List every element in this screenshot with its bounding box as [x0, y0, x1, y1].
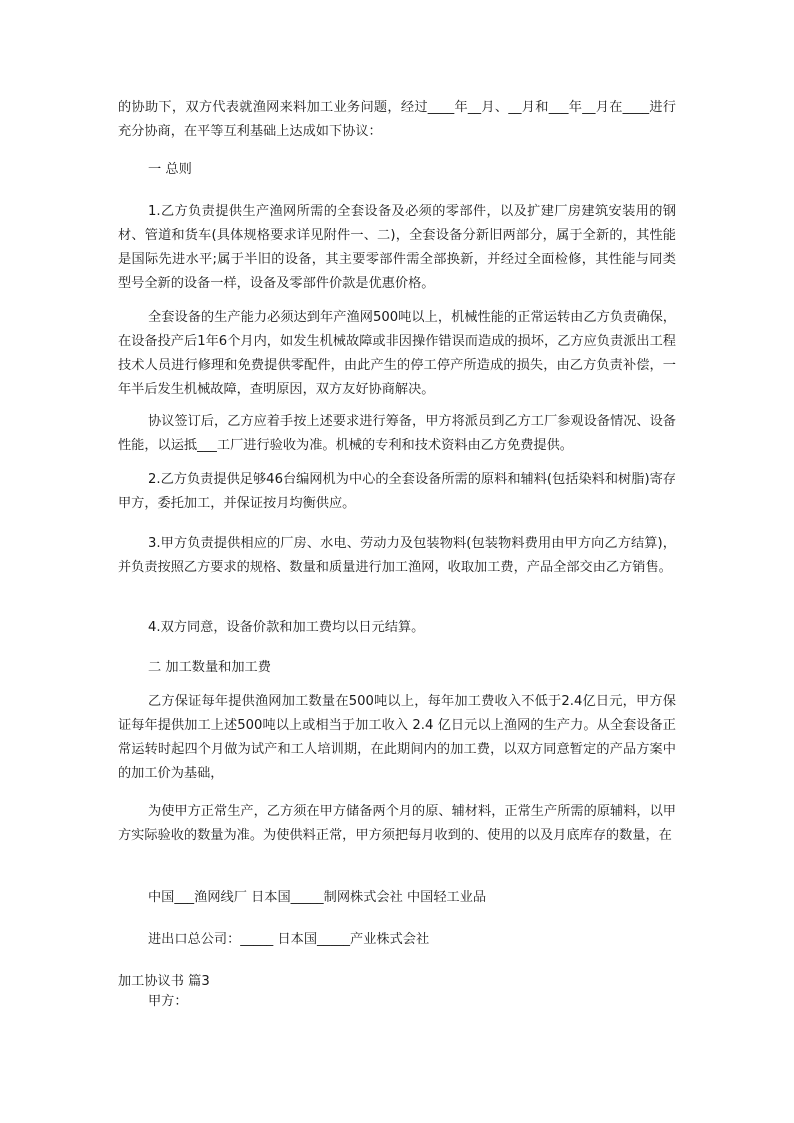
intro-paragraph: 的协助下，双方代表就渔网来料加工业务问题，经过____年__月、__月和___年__月在____进行充分协商，在平等互利基础上达成如下协议：: [118, 100, 676, 139]
capacity-paragraph: 全套设备的生产能力必须达到年产渔网500吨以上，机械性能的正常运转由乙方负责确保，在设备投产后1年6个月内，如发生机械故障或非因操作错误而造成的损坏，乙方应负责派出工程技术人员进行修理和免费提供零配件，由此产生的停工停产所造成的损失，由乙方负责补偿，一年半后发生机械故障，查明原因，双方友好协商解决。: [118, 310, 676, 397]
clause-3-paragraph: 3.甲方负责提供相应的厂房、水电、劳动力及包装物料(包装物料费用由甲方向乙方结算)，并负责按照乙方要求的规格、数量和质量进行加工渔网，收取加工费，产品全部交由乙方销售。: [118, 536, 676, 575]
materials-paragraph: 为使甲方正常生产，乙方须在甲方储备两个月的原、辅材料，正常生产所需的原辅料，以甲方实际验收的数量为准。为使供料正常，甲方须把每月收到的、使用的以及月底库存的数量，在: [118, 804, 676, 843]
quantity-paragraph: 乙方保证每年提供渔网加工数量在500吨以上，每年加工费收入不低于2.4亿日元，甲方保证每年提供加工上述500吨以上或相当于加工收入 2.4 亿日元以上渔网的生产力。从全套设备正常运转时起四个月做为试产和工人培训期，在此期间内的加工费，以双方同意暂定的产品方案中的加工价为基础，: [118, 694, 676, 781]
next-agreement-title: 加工协议书 篇3: [118, 974, 210, 989]
signatory-line-2: 进出口总公司：_____ 日本国_____产业株式会社: [148, 932, 430, 947]
signing-paragraph: 协议签订后，乙方应着手按上述要求进行筹备，甲方将派员到乙方工厂参观设备情况、设备性能，以运抵___工厂进行验收为准。机械的专利和技术资料由乙方免费提供。: [118, 414, 676, 453]
clause-4-paragraph: 4.双方同意，设备价款和加工费均以日元结算。: [148, 620, 425, 635]
section-heading-quantity: 二 加工数量和加工费: [148, 660, 271, 675]
clause-1-paragraph: 1.乙方负责提供生产渔网所需的全套设备及必须的零部件，以及扩建厂房建筑安装用的钢材、管道和货车(具体规格要求详见附件一、二)，全套设备分新旧两部分，属于全新的，其性能是国际先进水平;属于半旧的设备，其主要零部件需全部换新，并经过全面检修，其性能与同类型号全新的设备一样，设备及零部件价款是优惠价格。: [118, 204, 676, 291]
signatory-line-1: 中国___渔网线厂 日本国_____制网株式会社 中国轻工业品: [148, 890, 487, 905]
section-heading-general: 一 总则: [148, 162, 192, 177]
clause-2-paragraph: 2.乙方负责提供足够46台编网机为中心的全套设备所需的原料和辅料(包括染料和树脂)寄存甲方，委托加工，并保证按月均衡供应。: [118, 472, 676, 511]
party-a-label: 甲方：: [148, 994, 188, 1009]
